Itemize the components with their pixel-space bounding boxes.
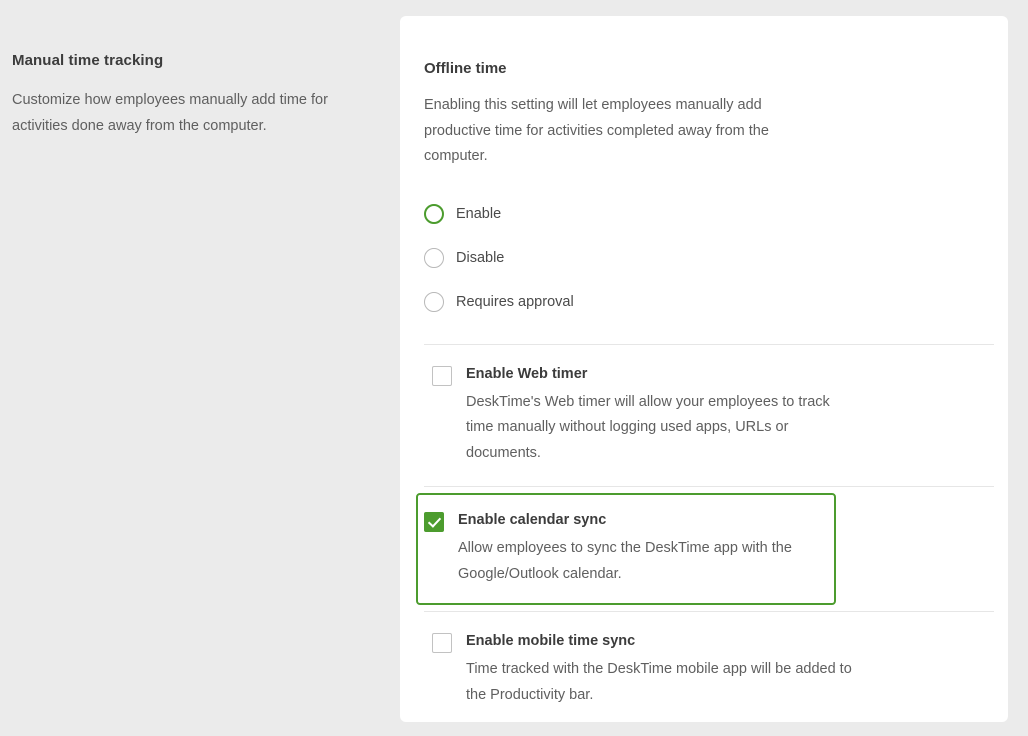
offline-time-radio-group — [424, 192, 994, 324]
checkbox-mobile-time-sync-icon[interactable] — [432, 633, 452, 653]
setting-enable-calendar-sync[interactable] — [416, 493, 836, 605]
mobile-time-sync-texts — [466, 632, 994, 708]
web-timer-texts — [466, 365, 994, 467]
offline-time-title: Offline time — [424, 60, 507, 77]
calendar-sync-texts — [458, 511, 834, 587]
settings-card — [400, 16, 1008, 722]
page-description: Customize how employees manually add time for activities done away from the computer. — [12, 92, 328, 134]
setting-enable-mobile-time-sync-description: Time tracked with the DeskTime mobile app will be added to the Productivity bar. — [466, 661, 852, 703]
checkbox-web-timer-icon[interactable] — [432, 366, 452, 386]
radio-option-enable-label: Enable — [456, 205, 502, 222]
radio-option-disable[interactable] — [424, 236, 994, 280]
divider-above-calendar-sync — [424, 486, 994, 487]
setting-enable-mobile-time-sync-label: Enable mobile time sync — [466, 633, 636, 649]
setting-enable-calendar-sync-label: Enable calendar sync — [458, 512, 607, 528]
offline-time-description: Enabling this setting will let employees manually add productive time for activities completed away from the computer. — [424, 97, 769, 164]
setting-enable-web-timer-label: Enable Web timer — [466, 365, 588, 382]
setting-enable-web-timer[interactable] — [424, 345, 994, 487]
setting-enable-mobile-time-sync[interactable] — [424, 612, 994, 722]
radio-requires-approval-icon[interactable] — [424, 292, 444, 312]
radio-option-disable-label: Disable — [456, 249, 505, 266]
page-title: Manual time tracking — [12, 52, 164, 69]
radio-option-enable[interactable] — [424, 192, 994, 236]
manual-time-tracking-info — [12, 52, 352, 139]
settings-card-content — [424, 60, 994, 722]
checkbox-calendar-sync-icon[interactable] — [424, 512, 444, 532]
radio-enable-icon[interactable] — [424, 204, 444, 224]
setting-enable-web-timer-description: DeskTime's Web timer will allow your employees to track time manually without logging used apps, URLs or documents. — [466, 393, 830, 461]
radio-option-requires-approval-label: Requires approval — [456, 293, 574, 310]
radio-disable-icon[interactable] — [424, 248, 444, 268]
setting-enable-calendar-sync-description: Allow employees to sync the DeskTime app with the Google/Outlook calendar. — [458, 540, 792, 582]
radio-option-requires-approval[interactable] — [424, 280, 994, 324]
